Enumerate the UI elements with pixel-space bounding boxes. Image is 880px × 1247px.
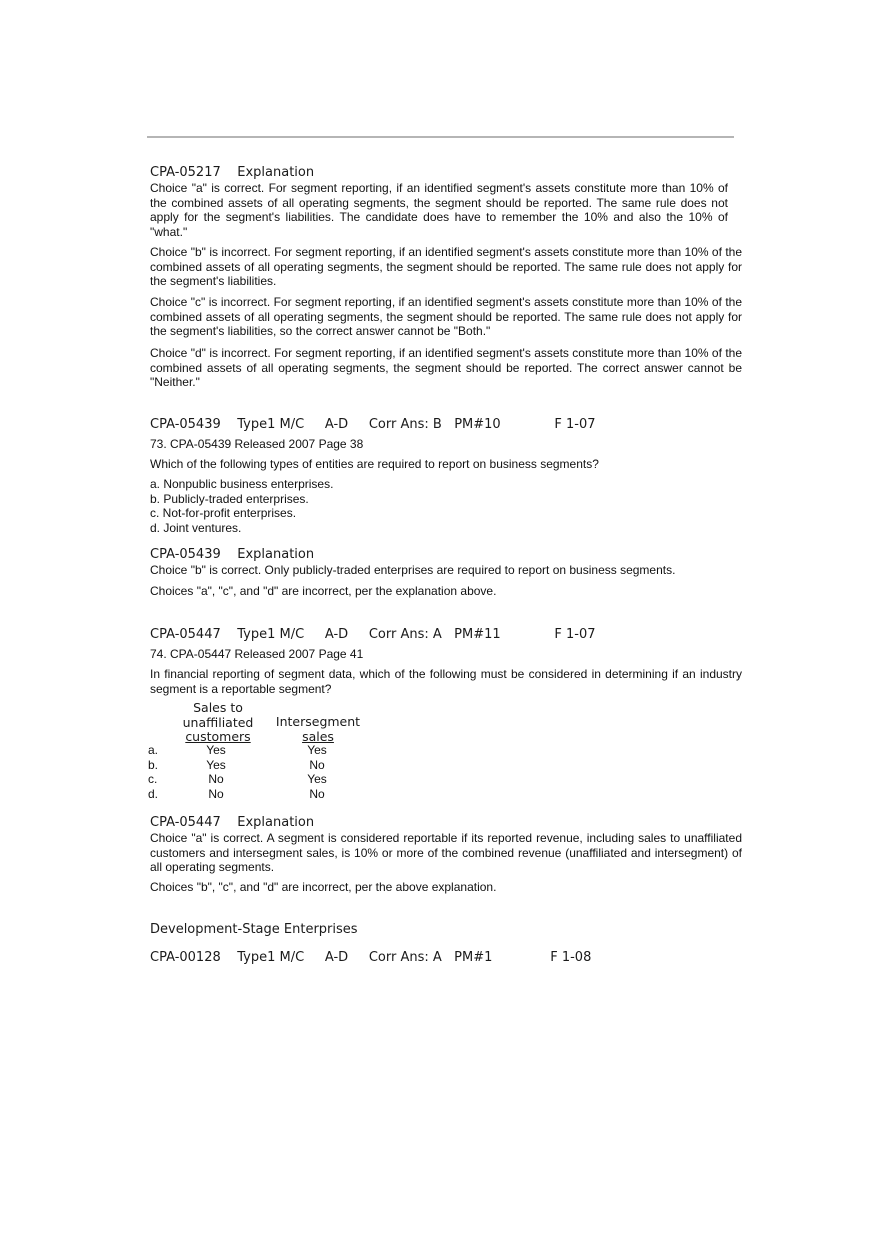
q05447-source-block (150, 647, 742, 662)
row-col1: No (208, 786, 224, 801)
q05439-explanation-others-block (150, 584, 742, 599)
table-row (148, 787, 378, 802)
table-row (148, 743, 378, 758)
row-col1: Yes (206, 757, 226, 772)
q00128-header-text: CPA-00128 Type1 M/C A-D Corr Ans: A PM#1 F 1-08 (150, 950, 592, 965)
q05439-source-block (150, 437, 742, 452)
q05439-option-b: b. Publicly-traded enterprises. (150, 491, 309, 506)
row-label: d. (148, 786, 159, 801)
row-col2: No (309, 757, 325, 772)
q05439-option-d: d. Joint ventures. (150, 520, 242, 535)
section-title: Development-Stage Enterprises (150, 922, 358, 937)
top-divider (147, 136, 734, 138)
q05439-options (150, 477, 742, 535)
q05217-explanation-block (150, 165, 742, 239)
row-col1: No (208, 772, 224, 786)
q05447-question: In financial reporting of segment data, which of the following must be considered in determining if an industry segment is a reportable segment? (150, 667, 742, 696)
q05447-header (150, 627, 742, 643)
q05439-explanation-header: CPA-05439 Explanation (150, 547, 315, 562)
q05439-option-a: a. Nonpublic business enterprises. (150, 477, 334, 491)
col1-header (176, 701, 260, 745)
q05447-explanation: Choice "a" is correct. A segment is considered reportable if its reported revenue, including sales to unaffiliated customers and intersegment sales, is 10% or more of the combined revenue (unaffiliated and intersegment) of all operating segments. (150, 831, 742, 874)
row-label: c. (148, 772, 158, 786)
row-col2: No (309, 786, 325, 801)
q05439-header (150, 417, 742, 433)
q05217-choice-a: Choice "a" is correct. For segment reporting, if an identified segment's assets constitute more than 10% of the combined assets of all operating segments, the segment should be reported. The same rule does not apply for the segment's liabilities. The candidate does have to remember the 10% and also the 10% of "what." (150, 181, 728, 239)
q05439-question: Which of the following types of entities are required to report on business segments? (150, 457, 599, 471)
q05447-header-text: CPA-05447 Type1 M/C A-D Corr Ans: A PM#11 F 1-07 (150, 627, 596, 642)
q05447-source: 74. CPA-05447 Released 2007 Page 41 (150, 647, 364, 661)
col2-header-line2: sales (302, 728, 334, 744)
q05439-source: 73. CPA-05439 Released 2007 Page 38 (150, 437, 364, 451)
q05439-explanation-block (150, 547, 742, 578)
q05447-explanation-others: Choices "b", "c", and "d" are incorrect, per the above explanation. (150, 880, 497, 894)
table-row (148, 772, 378, 787)
section-title-block (150, 922, 742, 938)
row-col2: Yes (307, 743, 327, 757)
q05439-explanation-others: Choices "a", "c", and "d" are incorrect, per the explanation above. (150, 584, 497, 598)
q05217-choice-c-block (150, 295, 742, 339)
q05217-choice-b-block (150, 245, 742, 289)
col1-header-line1: Sales to (193, 700, 243, 715)
q05439-explanation: Choice "b" is correct. Only publicly-traded enterprises are required to report on business segments. (150, 563, 676, 577)
q05447-question-block (150, 667, 742, 696)
q05217-explanation-header: CPA-05217 Explanation (150, 165, 315, 180)
q05439-header-text: CPA-05439 Type1 M/C A-D Corr Ans: B PM#10 F 1-07 (150, 417, 596, 432)
q05217-choice-c: Choice "c" is incorrect. For segment reporting, if an identified segment's assets constitute more than 10% of the combined assets of all operating segments, the segment should be reported. The same rule does not apply for the segment's liabilities, so the correct answer cannot be "Both." (150, 295, 742, 338)
q05447-explanation-others-block (150, 880, 742, 895)
table-row (148, 758, 378, 773)
q05439-question-block (150, 457, 742, 472)
q00128-header (150, 950, 742, 966)
col2-header (272, 715, 364, 744)
q05217-choice-b: Choice "b" is incorrect. For segment reporting, if an identified segment's assets constitute more than 10% of the combined assets of all operating segments, the segment should be reported. The same rule does not apply for the segment's liabilities. (150, 245, 742, 288)
q05217-choice-d: Choice "d" is incorrect. For segment reporting, if an identified segment's assets constitute more than 10% of the combined assets of all operating segments, the segment should be reported. The correct answer cannot be "Neither." (150, 346, 742, 389)
col2-header-line1: Intersegment (275, 714, 361, 729)
col1-header-line3: customers (185, 729, 251, 744)
q05439-option-c: c. Not-for-profit enterprises. (150, 506, 297, 520)
answer-table-rows (148, 743, 378, 801)
col1-header-line2: unaffiliated (182, 714, 254, 730)
row-label: b. (148, 757, 159, 772)
row-col1: Yes (206, 743, 226, 757)
q05217-choice-d-block (150, 346, 742, 390)
q05447-explanation-block (150, 815, 742, 875)
q05447-explanation-header: CPA-05447 Explanation (150, 815, 315, 830)
row-col2: Yes (307, 772, 327, 786)
row-label: a. (148, 743, 159, 757)
